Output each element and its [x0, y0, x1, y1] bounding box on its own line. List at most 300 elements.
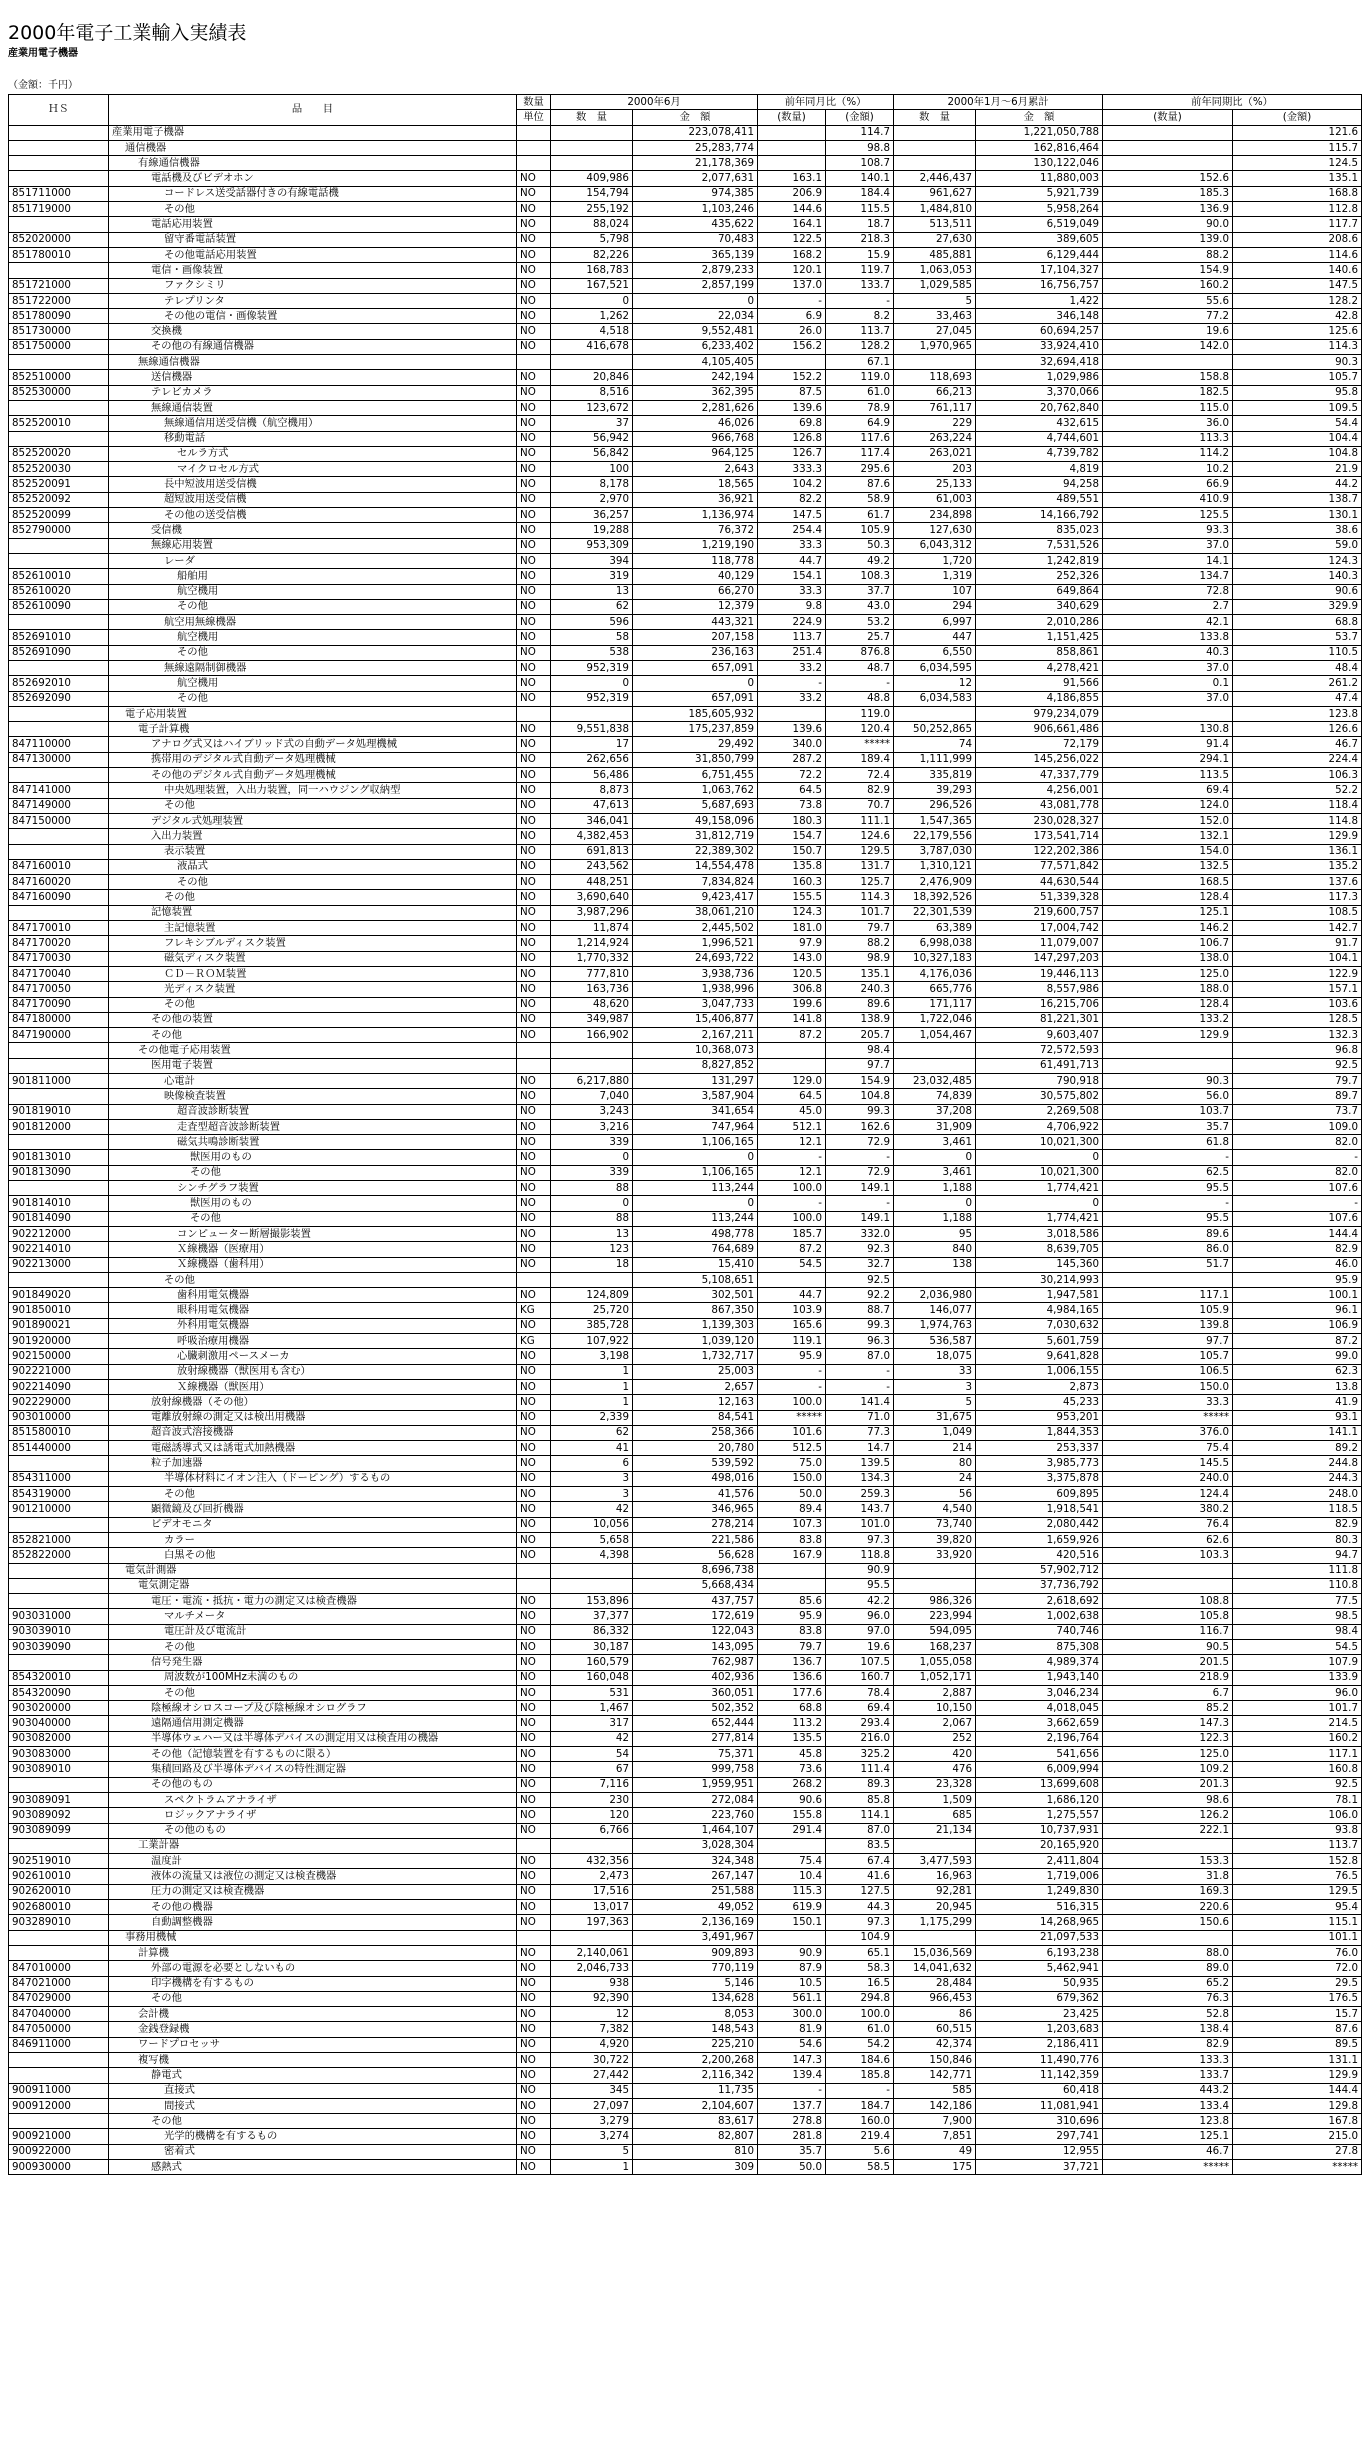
cum-amt: 11,490,776 [976, 2053, 1103, 2068]
cum-yoy-qty: 0.1 [1103, 676, 1233, 691]
unit: NO [517, 1104, 551, 1119]
unit: NO [517, 1900, 551, 1915]
hs-code: 852520091 [9, 477, 109, 492]
yoy-amt: - [826, 1364, 894, 1379]
cum-qty: 146,077 [894, 1303, 976, 1318]
cum-yoy-qty: 95.5 [1103, 1181, 1233, 1196]
item-name: 半導体材料にイオン注入（ドーピング）するもの [109, 1471, 517, 1486]
cum-yoy-qty: 201.3 [1103, 1777, 1233, 1792]
june-amt: 25,003 [633, 1364, 758, 1379]
item-name: 移動電話 [109, 431, 517, 446]
yoy-amt: 107.5 [826, 1655, 894, 1670]
yoy-amt: 92.3 [826, 1242, 894, 1257]
unit: NO [517, 1410, 551, 1425]
unit: NO [517, 1961, 551, 1976]
june-amt: 2,077,631 [633, 171, 758, 186]
yoy-amt: 293.4 [826, 1716, 894, 1731]
cum-yoy-qty: 116.7 [1103, 1624, 1233, 1639]
yoy-qty: 54.6 [758, 2037, 826, 2052]
june-amt: 5,108,651 [633, 1272, 758, 1287]
unit: NO [517, 1150, 551, 1165]
unit: NO [517, 1685, 551, 1700]
june-qty: 4,920 [551, 2037, 633, 2052]
unit: NO [517, 1624, 551, 1639]
yoy-amt: 14.7 [826, 1441, 894, 1456]
june-amt: 1,103,246 [633, 202, 758, 217]
unit: NO [517, 1425, 551, 1440]
yoy-qty: 81.9 [758, 2022, 826, 2037]
june-amt: 172,619 [633, 1609, 758, 1624]
table-row [9, 1028, 1362, 1043]
cum-yoy-qty: 42.1 [1103, 615, 1233, 630]
cum-qty: 49 [894, 2144, 976, 2159]
unit: NO [517, 1349, 551, 1364]
table-row [9, 2114, 1362, 2129]
hs-code: 852691010 [9, 630, 109, 645]
june-qty: 166,902 [551, 1028, 633, 1043]
item-name: 複写機 [109, 2053, 517, 2068]
unit: NO [517, 1471, 551, 1486]
unit: NO [517, 508, 551, 523]
table-row [9, 1012, 1362, 1027]
table-row [9, 615, 1362, 630]
yoy-qty: 95.9 [758, 1609, 826, 1624]
item-name: その他の有線通信機器 [109, 339, 517, 354]
unit: NO [517, 1976, 551, 1991]
cum-amt: 37,736,792 [976, 1578, 1103, 1593]
unit: NO [517, 875, 551, 890]
hs-code: 852610090 [9, 599, 109, 614]
hs-code: 847029000 [9, 1991, 109, 2006]
june-qty: 160,579 [551, 1655, 633, 1670]
cum-amt: 145,256,022 [976, 752, 1103, 767]
cum-amt: 7,531,526 [976, 538, 1103, 553]
cum-qty: 1,029,585 [894, 278, 976, 293]
june-amt: 324,348 [633, 1854, 758, 1869]
hs-code: 847141000 [9, 783, 109, 798]
hs-code: 901819010 [9, 1104, 109, 1119]
hs-code: 847150000 [9, 813, 109, 828]
yoy-qty: 120.5 [758, 966, 826, 981]
cum-amt: 3,018,586 [976, 1226, 1103, 1241]
table-row [9, 1838, 1362, 1853]
june-qty: 19,288 [551, 523, 633, 538]
cum-qty: 229 [894, 416, 976, 431]
yoy-amt: 48.8 [826, 691, 894, 706]
yoy-qty: 119.1 [758, 1334, 826, 1349]
item-name: 心臓刺激用ペースメーカ [109, 1349, 517, 1364]
june-qty [551, 1043, 633, 1058]
hs-code [9, 2068, 109, 2083]
item-name: 液晶式 [109, 859, 517, 874]
cum-amt: 3,662,659 [976, 1716, 1103, 1731]
june-amt: 20,780 [633, 1441, 758, 1456]
cum-yoy-amt: 108.5 [1233, 905, 1362, 920]
cum-qty: 685 [894, 1808, 976, 1823]
cum-yoy-qty: 125.0 [1103, 1747, 1233, 1762]
hs-code [9, 1945, 109, 1960]
hs-code [9, 1517, 109, 1532]
june-amt: 70,483 [633, 232, 758, 247]
yoy-amt: 42.2 [826, 1594, 894, 1609]
yoy-amt: 49.2 [826, 553, 894, 568]
cum-yoy-amt: 128.5 [1233, 1012, 1362, 1027]
cum-yoy-qty: 89.0 [1103, 1961, 1233, 1976]
table-row [9, 1074, 1362, 1089]
item-name: 自動調整機器 [109, 1915, 517, 1930]
yoy-amt: 98.9 [826, 951, 894, 966]
yoy-qty: 287.2 [758, 752, 826, 767]
table-row [9, 1762, 1362, 1777]
yoy-qty [758, 355, 826, 370]
yoy-qty: 87.5 [758, 385, 826, 400]
header-cum-qty: 数 量 [894, 110, 976, 125]
june-amt: 251,588 [633, 1884, 758, 1899]
yoy-amt: 143.7 [826, 1502, 894, 1517]
cum-yoy-qty: 51.7 [1103, 1257, 1233, 1272]
yoy-qty: 33.2 [758, 660, 826, 675]
item-name: 超音波診断装置 [109, 1104, 517, 1119]
yoy-amt: 111.1 [826, 813, 894, 828]
cum-amt: 2,080,442 [976, 1517, 1103, 1532]
yoy-qty [758, 1578, 826, 1593]
table-row [9, 722, 1362, 737]
item-name: 獣医用のもの [109, 1150, 517, 1165]
yoy-qty: 147.5 [758, 508, 826, 523]
june-amt: 5,687,693 [633, 798, 758, 813]
cum-qty: 1,509 [894, 1792, 976, 1807]
table-row [9, 1869, 1362, 1884]
cum-qty: 1,063,053 [894, 263, 976, 278]
cum-yoy-amt: 98.5 [1233, 1609, 1362, 1624]
yoy-qty: 136.6 [758, 1670, 826, 1685]
cum-yoy-amt: 114.3 [1233, 339, 1362, 354]
unit: NO [517, 615, 551, 630]
item-name: 放射線機器（獣医用も含む） [109, 1364, 517, 1379]
yoy-amt: 100.0 [826, 2007, 894, 2022]
yoy-qty: 135.5 [758, 1731, 826, 1746]
yoy-qty: 33.2 [758, 691, 826, 706]
cum-qty: 73,740 [894, 1517, 976, 1532]
cum-amt: 57,902,712 [976, 1563, 1103, 1578]
cum-yoy-amt: 15.7 [1233, 2007, 1362, 2022]
cum-qty [894, 1563, 976, 1578]
hs-code: 903289010 [9, 1915, 109, 1930]
unit: NO [517, 431, 551, 446]
cum-amt: 432,615 [976, 416, 1103, 431]
item-name: その他 [109, 1991, 517, 2006]
cum-amt: 6,129,444 [976, 247, 1103, 262]
unit: KG [517, 1334, 551, 1349]
unit: NO [517, 921, 551, 936]
cum-qty: 21,134 [894, 1823, 976, 1838]
june-amt: 1,732,717 [633, 1349, 758, 1364]
cum-yoy-amt: ***** [1233, 2160, 1362, 2175]
unit: NO [517, 1701, 551, 1716]
cum-amt: 32,694,418 [976, 355, 1103, 370]
cum-qty: 1,720 [894, 553, 976, 568]
hs-code: 851721000 [9, 278, 109, 293]
cum-amt: 10,021,300 [976, 1165, 1103, 1180]
cum-yoy-qty: 31.8 [1103, 1869, 1233, 1884]
yoy-qty: 64.5 [758, 1089, 826, 1104]
cum-yoy-qty: 98.6 [1103, 1792, 1233, 1807]
item-name: フレキシブルディスク装置 [109, 936, 517, 951]
yoy-amt: 118.8 [826, 1548, 894, 1563]
yoy-amt: 154.9 [826, 1074, 894, 1089]
hs-code: 847010000 [9, 1961, 109, 1976]
yoy-qty: - [758, 2083, 826, 2098]
table-row [9, 1609, 1362, 1624]
yoy-amt: 37.7 [826, 584, 894, 599]
june-qty: 18 [551, 1257, 633, 1272]
item-name: 主記憶装置 [109, 921, 517, 936]
cum-yoy-qty: 126.2 [1103, 1808, 1233, 1823]
unit: NO [517, 462, 551, 477]
cum-yoy-amt: 152.8 [1233, 1854, 1362, 1869]
cum-yoy-amt: 93.8 [1233, 1823, 1362, 1838]
table-row [9, 2068, 1362, 2083]
yoy-amt: 85.8 [826, 1792, 894, 1807]
item-name: 圧力の測定又は検査機器 [109, 1884, 517, 1899]
unit: NO [517, 1731, 551, 1746]
item-name: 電子計算機 [109, 722, 517, 737]
june-amt: 207,158 [633, 630, 758, 645]
cum-yoy-qty: 105.8 [1103, 1609, 1233, 1624]
yoy-qty: 137.7 [758, 2098, 826, 2113]
hs-code [9, 355, 109, 370]
yoy-qty: 104.2 [758, 477, 826, 492]
cum-qty [894, 1058, 976, 1073]
yoy-qty: 6.9 [758, 309, 826, 324]
cum-yoy-qty [1103, 125, 1233, 140]
yoy-amt: 160.7 [826, 1670, 894, 1685]
item-name: ワードプロセッサ [109, 2037, 517, 2052]
cum-amt: 43,081,778 [976, 798, 1103, 813]
cum-amt: 8,557,986 [976, 982, 1103, 997]
yoy-amt: 160.0 [826, 2114, 894, 2129]
unit: NO [517, 1548, 551, 1563]
hs-code: 903031000 [9, 1609, 109, 1624]
june-qty: 349,987 [551, 1012, 633, 1027]
cum-qty: 118,693 [894, 370, 976, 385]
yoy-qty: 512.5 [758, 1441, 826, 1456]
cum-yoy-qty: 35.7 [1103, 1119, 1233, 1134]
june-amt: 56,628 [633, 1548, 758, 1563]
june-qty: 163,736 [551, 982, 633, 997]
cum-qty: 33 [894, 1364, 976, 1379]
cum-yoy-qty: 19.6 [1103, 324, 1233, 339]
unit: NO [517, 2129, 551, 2144]
table-row [9, 1976, 1362, 1991]
cum-yoy-qty: 90.3 [1103, 1074, 1233, 1089]
hs-code: 852530000 [9, 385, 109, 400]
yoy-qty: 619.9 [758, 1900, 826, 1915]
cum-qty: 6,043,312 [894, 538, 976, 553]
hs-code: 901813010 [9, 1150, 109, 1165]
item-name: ＣＤ－ＲＯＭ装置 [109, 966, 517, 981]
june-amt: 11,735 [633, 2083, 758, 2098]
yoy-qty: 87.9 [758, 1961, 826, 1976]
cum-yoy-amt: 77.5 [1233, 1594, 1362, 1609]
cum-qty: 12 [894, 676, 976, 691]
yoy-amt: 61.0 [826, 2022, 894, 2037]
cum-qty: 16,963 [894, 1869, 976, 1884]
june-qty: 0 [551, 1150, 633, 1165]
cum-yoy-qty: 37.0 [1103, 691, 1233, 706]
june-amt: 309 [633, 2160, 758, 2175]
cum-amt: 12,955 [976, 2144, 1103, 2159]
yoy-amt: 111.4 [826, 1762, 894, 1777]
cum-qty: 0 [894, 1196, 976, 1211]
june-qty: 6,766 [551, 1823, 633, 1838]
hs-code: 902150000 [9, 1349, 109, 1364]
hs-code [9, 1838, 109, 1853]
cum-yoy-amt: 110.5 [1233, 645, 1362, 660]
hs-code [9, 217, 109, 232]
unit: NO [517, 890, 551, 905]
cum-yoy-qty: 139.0 [1103, 232, 1233, 247]
hs-code: 901210000 [9, 1502, 109, 1517]
cum-yoy-qty: 37.0 [1103, 660, 1233, 675]
yoy-qty: 177.6 [758, 1685, 826, 1700]
unit: NO [517, 1487, 551, 1502]
hs-code: 901814010 [9, 1196, 109, 1211]
cum-qty [894, 355, 976, 370]
unit [517, 355, 551, 370]
yoy-amt: 105.9 [826, 523, 894, 538]
yoy-amt: 876.8 [826, 645, 894, 660]
yoy-qty: 155.8 [758, 1808, 826, 1823]
cum-yoy-qty: 117.1 [1103, 1288, 1233, 1303]
item-name: 顕微鏡及び回折機器 [109, 1502, 517, 1517]
hs-code: 903039090 [9, 1639, 109, 1654]
unit: NO [517, 1609, 551, 1624]
cum-yoy-amt: 38.6 [1233, 523, 1362, 538]
cum-yoy-qty: 52.8 [1103, 2007, 1233, 2022]
cum-yoy-amt: 101.1 [1233, 1930, 1362, 1945]
cum-yoy-qty [1103, 1272, 1233, 1287]
table-row [9, 508, 1362, 523]
cum-amt: 60,694,257 [976, 324, 1103, 339]
cum-yoy-qty: 146.2 [1103, 921, 1233, 936]
june-qty: 1 [551, 1379, 633, 1394]
cum-amt: 30,214,993 [976, 1272, 1103, 1287]
item-name: Ｘ線機器（歯科用） [109, 1257, 517, 1272]
item-name: 無線通信用送受信機（航空機用） [109, 416, 517, 431]
table-row [9, 1930, 1362, 1945]
yoy-amt: 8.2 [826, 309, 894, 324]
cum-amt: 162,816,464 [976, 140, 1103, 155]
yoy-amt: - [826, 293, 894, 308]
cum-qty: 80 [894, 1456, 976, 1471]
cum-amt: 4,984,165 [976, 1303, 1103, 1318]
yoy-amt: 117.6 [826, 431, 894, 446]
cum-amt: 147,297,203 [976, 951, 1103, 966]
cum-amt: 541,656 [976, 1747, 1103, 1762]
cum-yoy-qty: 108.8 [1103, 1594, 1233, 1609]
june-amt: 185,605,932 [633, 706, 758, 721]
item-name: 有線通信機器 [109, 156, 517, 171]
june-amt: 221,586 [633, 1532, 758, 1547]
cum-amt: 310,696 [976, 2114, 1103, 2129]
june-amt: 8,827,852 [633, 1058, 758, 1073]
cum-amt: 4,256,001 [976, 783, 1103, 798]
cum-yoy-amt: 82.0 [1233, 1165, 1362, 1180]
cum-yoy-amt: 129.5 [1233, 1884, 1362, 1899]
hs-code [9, 1135, 109, 1150]
cum-yoy-amt: 91.7 [1233, 936, 1362, 951]
table-row [9, 324, 1362, 339]
item-name: 呼吸治療用機器 [109, 1334, 517, 1349]
cum-yoy-qty: 185.3 [1103, 186, 1233, 201]
june-qty: 3,690,640 [551, 890, 633, 905]
cum-qty: 335,819 [894, 768, 976, 783]
june-amt: 14,554,478 [633, 859, 758, 874]
yoy-amt: 78.4 [826, 1685, 894, 1700]
cum-amt: 906,661,486 [976, 722, 1103, 737]
yoy-amt: 189.4 [826, 752, 894, 767]
june-qty: 56,486 [551, 768, 633, 783]
yoy-amt: 113.7 [826, 324, 894, 339]
june-amt: 966,768 [633, 431, 758, 446]
cum-yoy-amt: 29.5 [1233, 1976, 1362, 1991]
yoy-amt: 65.1 [826, 1945, 894, 1960]
june-amt: 2,167,211 [633, 1028, 758, 1043]
cum-amt: 0 [976, 1150, 1103, 1165]
table-row [9, 309, 1362, 324]
cum-yoy-qty: 62.5 [1103, 1165, 1233, 1180]
june-qty: 25,720 [551, 1303, 633, 1318]
cum-yoy-amt: 54.4 [1233, 416, 1362, 431]
unit [517, 1272, 551, 1287]
cum-qty: 961,627 [894, 186, 976, 201]
cum-yoy-amt: 160.2 [1233, 1731, 1362, 1746]
cum-qty [894, 706, 976, 721]
yoy-amt: 72.9 [826, 1135, 894, 1150]
hs-code: 847170090 [9, 997, 109, 1012]
unit: NO [517, 982, 551, 997]
item-name: その他 [109, 997, 517, 1012]
cum-yoy-amt: 41.9 [1233, 1395, 1362, 1410]
item-name: 電圧計及び電流計 [109, 1624, 517, 1639]
cum-amt: 7,030,632 [976, 1318, 1103, 1333]
june-amt: 2,657 [633, 1379, 758, 1394]
yoy-amt: 185.8 [826, 2068, 894, 2083]
cum-qty: 22,179,556 [894, 829, 976, 844]
unit: NO [517, 951, 551, 966]
cum-yoy-qty [1103, 355, 1233, 370]
june-qty: 62 [551, 1425, 633, 1440]
yoy-amt: 87.0 [826, 1349, 894, 1364]
cum-yoy-qty: 125.1 [1103, 905, 1233, 920]
cum-amt: 4,744,601 [976, 431, 1103, 446]
cum-yoy-amt: 109.5 [1233, 400, 1362, 415]
cum-amt: 10,737,931 [976, 1823, 1103, 1838]
cum-qty: 6,034,595 [894, 660, 976, 675]
june-qty: 448,251 [551, 875, 633, 890]
june-qty: 3 [551, 1487, 633, 1502]
june-amt: 770,119 [633, 1961, 758, 1976]
unit: NO [517, 1395, 551, 1410]
yoy-qty [758, 1058, 826, 1073]
cum-yoy-qty: 109.2 [1103, 1762, 1233, 1777]
cum-yoy-qty: 152.6 [1103, 171, 1233, 186]
table-row [9, 676, 1362, 691]
june-amt: 38,061,210 [633, 905, 758, 920]
cum-qty: 74,839 [894, 1089, 976, 1104]
unit: NO [517, 2053, 551, 2068]
